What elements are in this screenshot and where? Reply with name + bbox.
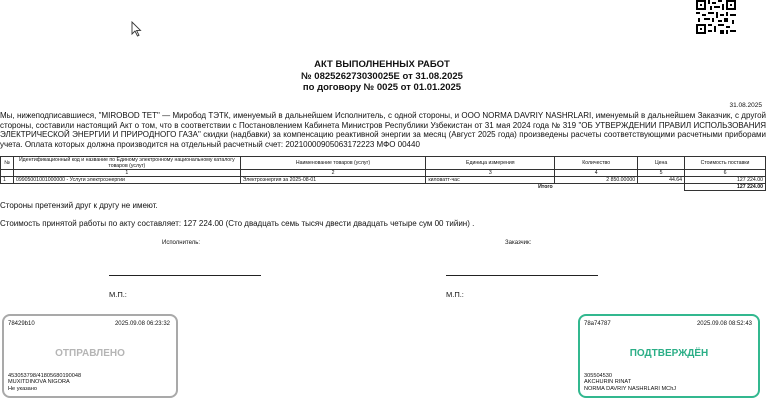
title-line-1: АКТ ВЫПОЛНЕННЫХ РАБОТ [314, 59, 450, 70]
executor-label: Исполнитель: [162, 240, 201, 246]
table-cell: 2 850.00000 [555, 177, 638, 184]
stamp-signer-info [8, 373, 81, 393]
table-cell: 09905001001000000 - Услуги электроэнергии [13, 177, 240, 184]
qr-code [696, 0, 736, 34]
items-table [0, 156, 766, 191]
stamp-signer-org: NORMA DAVRIY NASHRLARI MChJ [584, 386, 677, 393]
title-line-2: № 082526273030025E от 31.08.2025 [301, 70, 463, 82]
table-cell: 1 [1, 177, 14, 184]
total-label: Итого [538, 184, 553, 191]
col-header-cost: Стоимость поставки [685, 157, 766, 170]
table-cell: 44.64 [638, 177, 685, 184]
total-row [1, 184, 766, 191]
total-value: 127 224.00 [685, 184, 766, 191]
table-cell: 4 [555, 170, 638, 177]
col-header-price: Цена [638, 157, 685, 170]
table-cell: 3 [426, 170, 555, 177]
customer-signature-line [446, 275, 598, 276]
table-cell: Электроэнергия за 2025-08-01 [240, 177, 426, 184]
table-row [1, 177, 766, 184]
stamp-id: 78a74787 [584, 321, 611, 327]
column-number-row [1, 170, 766, 177]
executor-seal-label: М.П.: [109, 290, 127, 299]
stamp-status: ПОДТВЕРЖДЁН [629, 348, 709, 359]
title-line-3: по договору № 0025 от 01.01.2025 [302, 82, 462, 93]
customer-label: Заказчик: [505, 240, 532, 246]
col-header-number: № [1, 157, 14, 170]
table-cell: 5 [638, 170, 685, 177]
stamp-signer-name: MUXITDINOVA NIGORA [8, 379, 70, 386]
stamp-datetime: 2025.09.08 06:23:32 [114, 321, 170, 327]
cost-statement: Стоимость принятой работы по акту составляет: 127 224.00 (Сто двадцать семь тысяч двести двадцать четыре сум 00 тийин) . [0, 219, 475, 228]
table-cell: 127 224.00 [685, 177, 766, 184]
mouse-cursor-icon [131, 21, 143, 37]
table-cell: 6 [685, 170, 766, 177]
col-header-catalog-code: Идентификационный код и название по Единому электронному национальному каталогу товаров (услуг) [13, 157, 240, 170]
table-cell [638, 184, 685, 191]
table-cell [1, 170, 14, 177]
stamp-datetime: 2025.09.08 08:52:43 [696, 321, 752, 327]
table-cell: киловатт-час [426, 177, 555, 184]
stamp-signer-tin: 453053798/41805680190048 [8, 372, 82, 379]
stamp-status: ОТПРАВЛЕНО [55, 348, 125, 359]
confirmed-stamp [578, 314, 760, 398]
intro-paragraph: Мы, нижеподписавшиеся, "MIROBOD TET" — Миробод ТЭТК, именуемый в дальнейшем Исполнитель, с одной стороны, и ООО NORMA DAVRIY NASHRLARI, именуемый в дальнейшем Заказчик, с другой стороны, составили настоящий Акт о том, что в соответствии с Постановлением Кабинета Министров Республики Узбекистан от 31 мая 2024 года № 319 "ОБ УТВЕРЖДЕНИИ ПРАВИЛ ИСПОЛЬЗОВАНИЯ ЭЛЕКТРИЧЕСКОЙ ЭНЕРГИИ И ПРИРОДНОГО ГАЗА" скидки (надбавки) за компенсацию реактивной энергии за месяц (Август 2025 года) произведены расчеты соответствующими расчетными приборами учета. Оплата которых должна производится на отдельный расчетный счет: 20210000905063172223 МФО 00440 [0, 111, 766, 149]
table-header-row [1, 157, 766, 170]
col-header-unit: Единица измерения [426, 157, 555, 170]
executor-signature-line [109, 275, 261, 276]
customer-seal-label: М.П.: [446, 290, 464, 299]
stamp-id: 78429b10 [8, 321, 35, 327]
table-cell: 2 [240, 170, 426, 177]
table-cell: 1 [13, 170, 240, 177]
document-date: 31.08.2025 [729, 102, 762, 109]
stamp-signer-tin: 305504530 [584, 372, 612, 379]
stamp-signer-org: Не указано [8, 386, 37, 393]
document-title [240, 59, 524, 94]
table-cell [555, 184, 638, 191]
claims-statement: Стороны претензий друг к другу не имеют. [0, 201, 158, 210]
stamp-signer-name: AKCHURIN RINAT [584, 379, 632, 386]
sent-stamp [2, 314, 178, 398]
col-header-name: Наименование товаров (услуг) [240, 157, 426, 170]
col-header-quantity: Количество [555, 157, 638, 170]
stamp-signer-info [584, 373, 676, 393]
